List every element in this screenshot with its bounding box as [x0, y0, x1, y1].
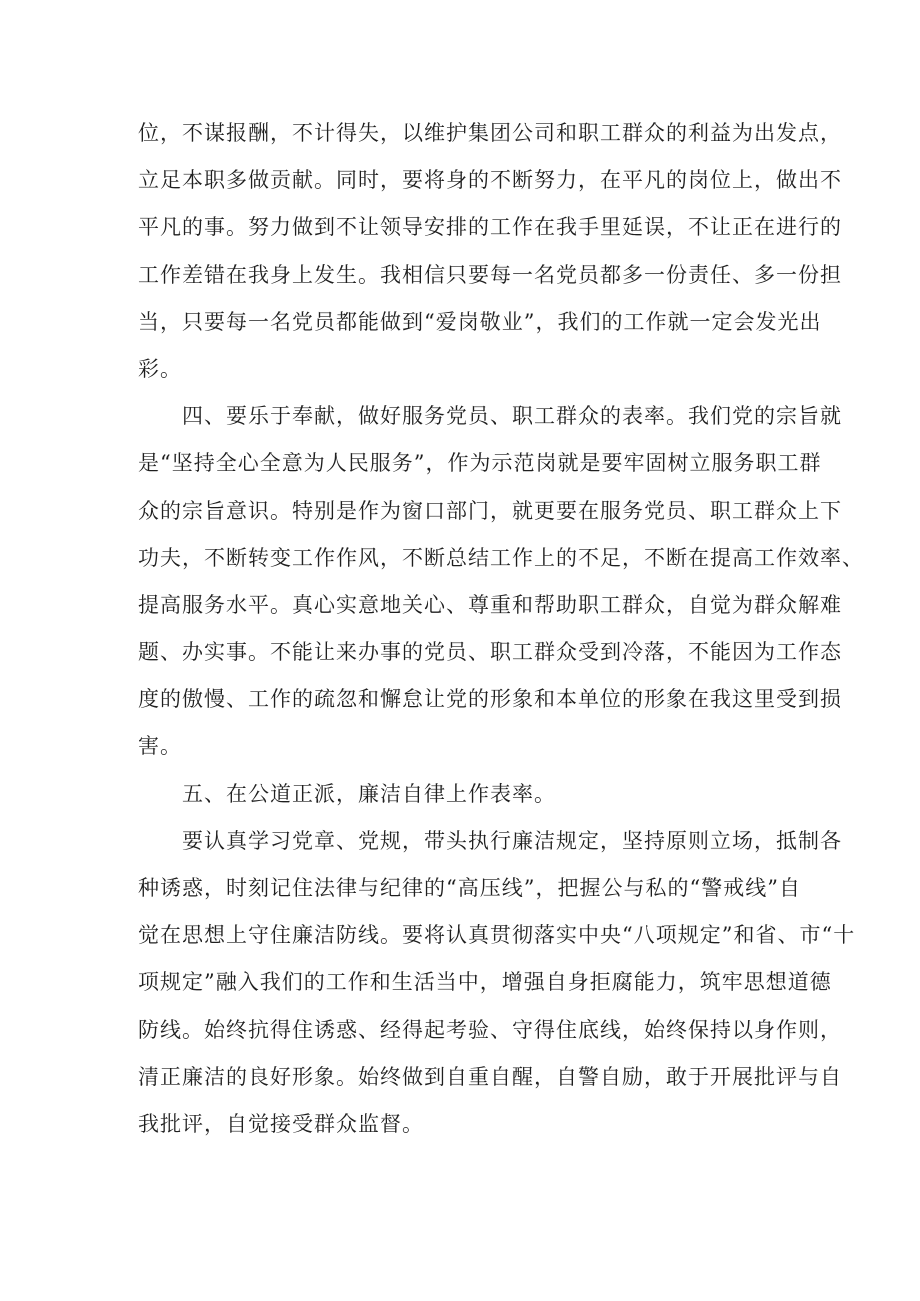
text-line: 众的宗旨意识。特别是作为窗口部门，就更要在服务党员、职工群众上下	[138, 498, 842, 523]
section-five-paragraph-start: 要认真学习党章、党规，带头执行廉洁规定，坚持原则立场，抵制各	[182, 828, 842, 853]
section-five-heading: 五、在公道正派，廉洁自律上作表率。	[182, 781, 556, 806]
text-line: 害。	[138, 734, 182, 759]
text-line: 是“坚持全心全意为人民服务”，作为示范岗就是要牢固树立服务职工群	[138, 451, 822, 476]
document-body	[138, 110, 864, 1148]
text-line: 功夫，不断转变工作作风，不断总结工作上的不足，不断在提高工作效率、	[138, 545, 864, 570]
text-line: 工作差错在我身上发生。我相信只要每一名党员都多一份责任、多一份担	[138, 262, 842, 287]
text-line: 彩。	[138, 356, 182, 381]
text-line: 防线。始终抗得住诱惑、经得起考验、守得住底线，始终保持以身作则，	[138, 1017, 842, 1042]
text-line: 我批评，自觉接受群众监督。	[138, 1111, 424, 1136]
text-line: 提高服务水平。真心实意地关心、尊重和帮助职工群众，自觉为群众解难	[138, 592, 842, 617]
text-line: 立足本职多做贡献。同时，要将身的不断努力，在平凡的岗位上，做出不	[138, 168, 842, 193]
text-line: 位，不谋报酬，不计得失，以维护集团公司和职工群众的利益为出发点，	[138, 121, 842, 145]
text-line: 觉在思想上守住廉洁防线。要将认真贯彻落实中央“八项规定”和省、市“十	[138, 923, 856, 948]
text-line: 项规定”融入我们的工作和生活当中，增强自身拒腐能力，筑牢思想道德	[138, 970, 832, 995]
text-line: 平凡的事。努力做到不让领导安排的工作在我手里延误，不让正在进行的	[138, 215, 842, 240]
text-line: 当，只要每一名党员都能做到“爱岗敬业”，我们的工作就一定会发光出	[138, 309, 822, 334]
text-line: 种诱惑，时刻记住法律与纪律的“高压线”，把握公与私的“警戒线”自	[138, 876, 801, 900]
text-line: 度的傲慢、工作的疏忽和懈怠让党的形象和本单位的形象在我这里受到损	[138, 687, 842, 712]
text-line: 清正廉洁的良好形象。始终做到自重自醒，自警自励，敢于开展批评与自	[138, 1064, 842, 1089]
text-line: 题、办实事。不能让来办事的党员、职工群众受到冷落，不能因为工作态	[138, 640, 842, 665]
section-four-heading-line: 四、要乐于奉献，做好服务党员、职工群众的表率。我们党的宗旨就	[182, 404, 842, 429]
